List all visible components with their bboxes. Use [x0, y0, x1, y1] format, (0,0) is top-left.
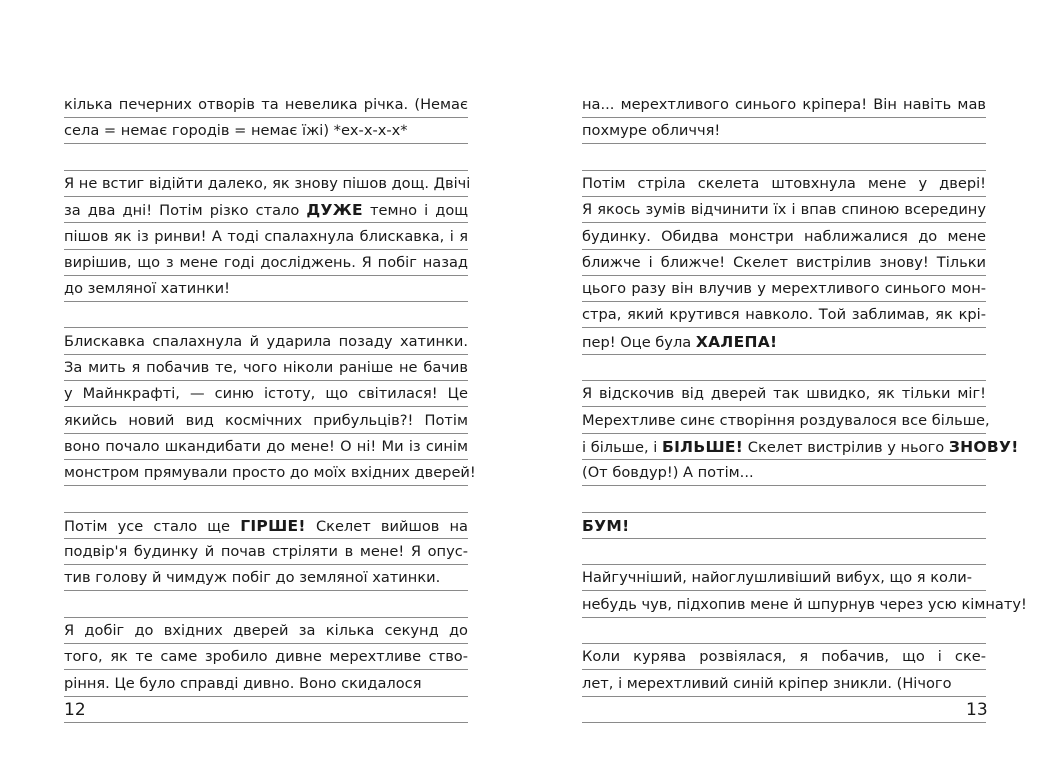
- text-line: [64, 92, 468, 118]
- text-line: [582, 381, 986, 407]
- text-line: [582, 145, 986, 171]
- text-line: [582, 118, 986, 144]
- text-segment: до земляної хатинки!: [64, 280, 230, 298]
- emphasized-word: ХАЛЕПА!: [695, 332, 778, 351]
- text-segment: похмуре обличчя!: [582, 122, 721, 140]
- text-line: [64, 460, 476, 486]
- text-segment: воно почало шкандибати до мене! О ні! Ми із синім: [64, 437, 468, 455]
- text-segment: лет, і мерехтливий синій кріпер зникли. (Нічого: [582, 674, 952, 692]
- text-line: [64, 565, 468, 591]
- page-number-left: 12: [64, 700, 86, 720]
- text-segment: того, як те саме зробило дивне мерехтливе ство-: [64, 648, 468, 666]
- text-line: [582, 355, 986, 381]
- text-segment: на... мерехтливого синього кріпера! Він навіть мав: [582, 96, 986, 113]
- text-line: [64, 171, 471, 197]
- text-line: [582, 592, 1027, 618]
- emphasized-word: ЗНОВУ!: [948, 437, 1019, 456]
- text-line: [64, 671, 468, 697]
- text-segment: тив голову й чимдуж побіг до земляної хатинки.: [64, 569, 441, 587]
- text-line: [64, 355, 468, 381]
- text-segment: Потім усе стало ще: [64, 517, 241, 535]
- text-line: [64, 408, 468, 434]
- text-line: [582, 697, 986, 723]
- text-segment: стра, який крутився навколо. Той заблимав, як крі-: [582, 306, 986, 324]
- text-line: [64, 224, 468, 250]
- text-segment: небудь чув, підхопив мене й шпурнув через усю кімнату!: [582, 595, 1027, 613]
- text-line: [582, 460, 986, 486]
- left-page: [64, 0, 476, 760]
- text-line: [582, 671, 986, 697]
- text-line: [582, 434, 1019, 460]
- text-line: [582, 276, 986, 302]
- text-line: [64, 487, 468, 513]
- text-line: [64, 592, 468, 618]
- text-segment: вирішив, що з мене годі досліджень. Я побіг назад: [64, 253, 468, 271]
- text-line: [582, 644, 986, 670]
- text-segment: темно і дощ: [362, 202, 468, 220]
- text-line: [582, 171, 986, 197]
- text-line: [64, 513, 468, 539]
- text-line: [64, 118, 468, 144]
- text-line: [582, 92, 986, 118]
- text-line: [64, 250, 468, 276]
- text-line: [64, 145, 468, 171]
- text-segment: якийсь новий вид космічних прибульців?! Потім: [64, 411, 468, 429]
- text-segment: цього разу він влучив у мерехтливого синього мон-: [582, 280, 986, 298]
- text-segment: Я добіг до вхідних дверей за кілька секунд до: [64, 622, 468, 639]
- text-segment: Найгучніший, найоглушливіший вибух, що я коли-: [582, 569, 973, 587]
- page-number-right: 13: [966, 700, 988, 720]
- text-line: [582, 487, 986, 513]
- text-line: [582, 539, 986, 565]
- emphasized-word: ДУЖЕ: [306, 201, 363, 220]
- text-segment: за два дні! Потім різко стало: [64, 202, 307, 220]
- text-line: [64, 276, 468, 302]
- text-segment: пер! Оце була: [582, 333, 696, 351]
- text-segment: Скелет вийшов на: [305, 517, 468, 535]
- text-line: [582, 250, 986, 276]
- text-line: [64, 618, 468, 644]
- text-segment: За мить я побачив те, чого ніколи раніше не бачив: [64, 359, 468, 376]
- text-line: [582, 565, 986, 591]
- text-line: [64, 539, 468, 565]
- text-segment: села = немає городів = немає їжі) *ех-х-х-х*: [64, 122, 408, 140]
- text-segment: Потім стріла скелета штовхнула мене у двері!: [582, 174, 986, 192]
- text-line: [582, 513, 986, 539]
- text-segment: Скелет вистрілив у нього: [743, 438, 949, 456]
- emphasized-word: БІЛЬШЕ!: [661, 437, 744, 456]
- text-segment: Коли курява розвіялася, я побачив, що і ске-: [582, 648, 986, 666]
- text-segment: подвір'я будинку й почав стріляти в мене! Я опус-: [64, 543, 468, 561]
- text-segment: і більше, і: [582, 438, 662, 456]
- text-line: [64, 697, 468, 723]
- text-line: [64, 644, 468, 670]
- emphasized-word: БУМ!: [582, 516, 630, 535]
- text-segment: монстром прямували просто до моїх вхідних дверей!: [64, 464, 476, 482]
- right-page: [582, 0, 1027, 760]
- text-line: [582, 302, 986, 328]
- text-segment: пішов як із ринви! А тоді спалахнула блискавка, і я: [64, 227, 468, 245]
- text-segment: Мерехтливе синє створіння роздувалося все більше,: [582, 411, 990, 429]
- emphasized-word: ГІРШЕ!: [240, 516, 306, 535]
- text-line: [582, 197, 986, 223]
- text-line: [64, 329, 468, 355]
- text-segment: ріння. Це було справді дивно. Воно скидалося: [64, 674, 422, 692]
- text-line: [64, 381, 468, 407]
- text-line: [64, 197, 468, 223]
- text-line: [582, 408, 990, 434]
- text-line: [582, 224, 986, 250]
- text-segment: Я відскочив від дверей так швидко, як тільки міг!: [582, 385, 986, 403]
- text-segment: Я якось зумів відчинити їх і впав спиною всередину: [582, 201, 986, 219]
- text-segment: Я не встиг відійти далеко, як знову пішов дощ. Двічі: [64, 174, 471, 192]
- text-segment: Блискавка спалахнула й ударила позаду хатинки.: [64, 332, 468, 350]
- text-line: [64, 434, 468, 460]
- text-line: [64, 302, 468, 328]
- text-segment: у Майнкрафті, — синю істоту, що світилася! Це: [64, 385, 468, 403]
- text-line: [582, 329, 986, 355]
- text-line: [582, 618, 986, 644]
- text-segment: будинку. Обидва монстри наближалися до мене: [582, 227, 986, 245]
- text-segment: ближче і ближче! Скелет вистрілив знову! Тільки: [582, 253, 986, 271]
- text-segment: кілька печерних отворів та невелика річка. (Немає: [64, 96, 468, 113]
- text-segment: (От бовдур!) А потім...: [582, 464, 754, 482]
